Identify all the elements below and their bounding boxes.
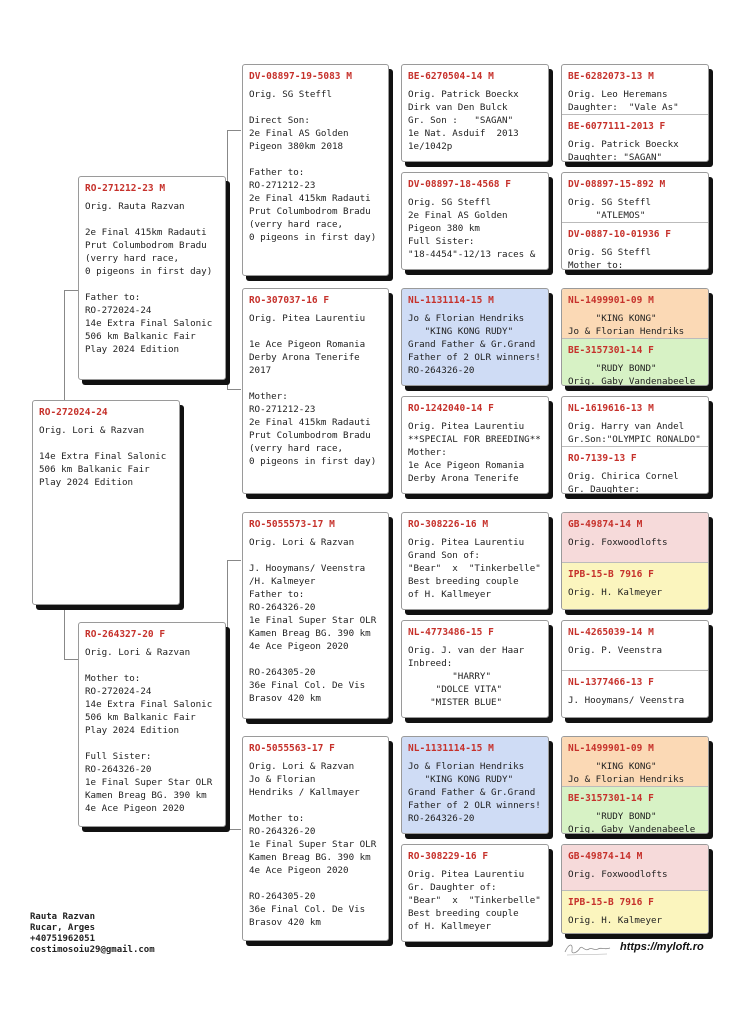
pigeon-info: Jo & Florian Hendriks "KING KONG RUDY" Grand Father & Gr.Grand Father of 2 OLR winners! RO-264326-20 xyxy=(408,313,541,376)
pigeon-info: "KING KONG" Jo & Florian Hendriks xyxy=(568,313,685,337)
signature-icon xyxy=(563,940,613,958)
connector-dam xyxy=(227,560,241,830)
ring-number: GB-49874-14 M xyxy=(568,519,643,530)
ring-number: NL-1499901-09 M xyxy=(568,295,654,306)
pigeon-info: Orig. Lori & Razvan J. Hooymans/ Veenstra /H. Kalmeyer Father to: RO-264326-20 1e Final Super Star OLR Kamen Breag BG. 390 km 4e Ace Pigeon 2020 RO-264305-20 36e Final Col. De Vis Brasov 420 km xyxy=(249,537,377,704)
pigeon-section xyxy=(562,222,708,270)
ring-number: RO-271212-23 M xyxy=(85,183,166,194)
ring-number: BE-3157301-14 F xyxy=(568,345,654,356)
pigeon-section xyxy=(562,397,708,446)
ring-number: BE-6077111-2013 F xyxy=(568,121,666,132)
pigeon-info: Orig. SG Steffl 2e Final AS Golden Pigeon 380 km Full Sister: "18-4454"-12/13 races & xyxy=(408,197,536,260)
pigeon-info: "RUDY BOND" Orig. Gaby Vandenabeele xyxy=(568,811,696,834)
gen5-pair-card[interactable] xyxy=(561,736,709,834)
pigeon-info: Orig. Pitea Laurentiu **SPECIAL FOR BREEDING** Mother: 1e Ace Pigeon Romania Derby Arona Tenerife xyxy=(408,421,541,484)
pigeon-info: Orig. Lori & Razvan Jo & Florian Hendriks / Kallmayer Mother to: RO-264326-20 1e Final Super Star OLR Kamen Breag BG. 390 km 4e Ace Pigeon 2020 RO-264305-20 36e Final Col. De Vis Brasov 420 km xyxy=(249,761,377,928)
pigeon-section xyxy=(562,289,708,338)
pigeon-section xyxy=(562,513,708,562)
pigeon-info: Orig. Patrick Boeckx Dirk van Den Bulck Gr. Son : "SAGAN" 1e Nat. Asduif 2013 1e/1042p xyxy=(408,89,519,152)
pigeon-section xyxy=(562,737,708,786)
ring-number: DV-08897-15-892 M xyxy=(568,179,666,190)
pigeon-section xyxy=(562,670,708,718)
ring-number: BE-6282073-13 M xyxy=(568,71,654,82)
gen5-pair-card[interactable] xyxy=(561,64,709,162)
sire-card[interactable] xyxy=(78,176,226,380)
pigeon-section xyxy=(562,114,708,162)
ring-number: NL-1377466-13 F xyxy=(568,677,654,688)
pigeon-info: "RUDY BOND" Orig. Gaby Vandenabeele xyxy=(568,363,696,386)
ring-number: IPB-15-B 7916 F xyxy=(568,897,654,908)
gen5-pair-card[interactable] xyxy=(561,844,709,934)
pigeon-section xyxy=(562,338,708,386)
dam-info: Orig. Lori & Razvan Mother to: RO-272024-24 14e Extra Final Salonic 506 km Balkanic Fair Play 2024 Edition Full Sister: RO-264326-20 1e Final Super Star OLR Kamen Breag BG. 390 km 4e Ace Pigeon 2020 xyxy=(85,647,213,814)
pigeon-section xyxy=(562,786,708,834)
grandparent-card[interactable] xyxy=(242,288,389,494)
ring-number: IPB-15-B 7916 F xyxy=(568,569,654,580)
ring-number: BE-3157301-14 F xyxy=(568,793,654,804)
ring-number: GB-49874-14 M xyxy=(568,851,643,862)
pigeon-info: Orig. J. van der Haar Inbreed: "HARRY" "DOLCE VITA" "MISTER BLUE" xyxy=(408,645,525,708)
gen5-pair-card[interactable] xyxy=(561,396,709,494)
pigeon-section xyxy=(562,65,708,114)
pigeon-info: Orig. Patrick Boeckx Daughter: "SAGAN" xyxy=(568,139,679,162)
pigeon-info: Orig. Chirica Cornel Gr. Daughter: xyxy=(568,471,679,494)
pigeon-info: Orig. Harry van Andel Gr.Son:"OLYMPIC RONALDO" xyxy=(568,421,701,445)
dam-card[interactable] xyxy=(78,622,226,827)
pigeon-info: J. Hooymans/ Veenstra xyxy=(568,695,685,706)
ring-number: DV-0887-10-01936 F xyxy=(568,229,671,240)
ring-number: DV-08897-18-4568 F xyxy=(408,179,511,190)
pigeon-section xyxy=(562,845,708,890)
ring-number: RO-264327-20 F xyxy=(85,629,166,640)
great-grandparent-card[interactable] xyxy=(401,512,549,610)
gen5-pair-card[interactable] xyxy=(561,620,709,718)
ring-number: RO-308226-16 M xyxy=(408,519,489,530)
gen5-pair-card[interactable] xyxy=(561,288,709,386)
subject-card[interactable] xyxy=(32,400,180,605)
pigeon-section xyxy=(562,173,708,222)
ring-number: RO-5055563-17 F xyxy=(249,743,335,754)
sire-info: Orig. Rauta Razvan 2e Final 415km Radauti Prut Columbodrom Bradu (verry hard race, 0 pigeons in first day) Father to: RO-272024-24 14e Extra Final Salonic 506 km Balkanic Fair Play 2024 Edition xyxy=(85,201,213,355)
connector-sire xyxy=(227,130,241,390)
website-link[interactable]: https://myloft.ro xyxy=(620,941,704,953)
grandparent-card[interactable] xyxy=(242,736,389,941)
ring-number: RO-308229-16 F xyxy=(408,851,489,862)
ring-number: RO-307037-16 F xyxy=(249,295,330,306)
pigeon-section xyxy=(562,446,708,494)
pigeon-info: "KING KONG" Jo & Florian Hendriks xyxy=(568,761,685,785)
ring-number: NL-1499901-09 M xyxy=(568,743,654,754)
pigeon-info: Jo & Florian Hendriks "KING KONG RUDY" Grand Father & Gr.Grand Father of 2 OLR winners! RO-264326-20 xyxy=(408,761,541,824)
pigeon-info: Orig. H. Kalmeyer xyxy=(568,915,663,926)
great-grandparent-card[interactable] xyxy=(401,844,549,942)
pigeon-info: Orig. Foxwoodlofts xyxy=(568,537,668,548)
grandparent-card[interactable] xyxy=(242,64,389,276)
pigeon-info: Orig. SG Steffl Mother to: xyxy=(568,247,651,270)
pigeon-section xyxy=(562,621,708,670)
pigeon-info: Orig. H. Kalmeyer xyxy=(568,587,663,598)
ring-number: BE-6270504-14 M xyxy=(408,71,494,82)
pigeon-info: Orig. Leo Heremans Daughter: "Vale As" xyxy=(568,89,679,113)
subject-info: Orig. Lori & Razvan 14e Extra Final Salonic 506 km Balkanic Fair Play 2024 Edition xyxy=(39,425,167,488)
pigeon-info: Orig. Pitea Laurentiu Gr. Daughter of: "Bear" x "Tinkerbelle" Best breeding couple of H. Kallmeyer xyxy=(408,869,541,932)
great-grandparent-card[interactable] xyxy=(401,288,549,386)
great-grandparent-card[interactable] xyxy=(401,736,549,834)
pigeon-info: Orig. SG Steffl "ATLEMOS" xyxy=(568,197,651,221)
breeder-contact: Rauta Razvan Rucar, Arges +40751962051 costimosoiu29@gmail.com xyxy=(30,912,155,955)
grandparent-card[interactable] xyxy=(242,512,389,719)
pigeon-section xyxy=(562,890,708,934)
ring-number: RO-272024-24 xyxy=(39,407,108,418)
great-grandparent-card[interactable] xyxy=(401,172,549,270)
gen5-pair-card[interactable] xyxy=(561,172,709,270)
ring-number: NL-1131114-15 M xyxy=(408,295,494,306)
ring-number: RO-5055573-17 M xyxy=(249,519,335,530)
ring-number: NL-1619616-13 M xyxy=(568,403,654,414)
pigeon-info: Orig. P. Veenstra xyxy=(568,645,663,656)
pigeon-info: Orig. Foxwoodlofts xyxy=(568,869,668,880)
great-grandparent-card[interactable] xyxy=(401,64,549,162)
gen5-pair-card[interactable] xyxy=(561,512,709,610)
pigeon-info: Orig. Pitea Laurentiu Grand Son of: "Bear" x "Tinkerbelle" Best breeding couple of H. Kallmeyer xyxy=(408,537,541,600)
pigeon-info: Orig. Pitea Laurentiu 1e Ace Pigeon Romania Derby Arona Tenerife 2017 Mother: RO-271212-23 2e Final 415km Radauti Prut Columbodrom Bradu (verry hard race, 0 pigeons in first day) xyxy=(249,313,377,467)
ring-number: NL-4773486-15 F xyxy=(408,627,494,638)
great-grandparent-card[interactable] xyxy=(401,396,549,494)
ring-number: NL-4265039-14 M xyxy=(568,627,654,638)
ring-number: RO-7139-13 F xyxy=(568,453,637,464)
ring-number: DV-08897-19-5083 M xyxy=(249,71,352,82)
great-grandparent-card[interactable] xyxy=(401,620,549,718)
pigeon-section xyxy=(562,562,708,610)
ring-number: NL-1131114-15 M xyxy=(408,743,494,754)
ring-number: RO-1242040-14 F xyxy=(408,403,494,414)
pigeon-info: Orig. SG Steffl Direct Son: 2e Final AS Golden Pigeon 380km 2018 Father to: RO-271212-23 2e Final 415km Radauti Prut Columbodrom Bradu (verry hard race, 0 pigeons in first day) xyxy=(249,89,377,243)
